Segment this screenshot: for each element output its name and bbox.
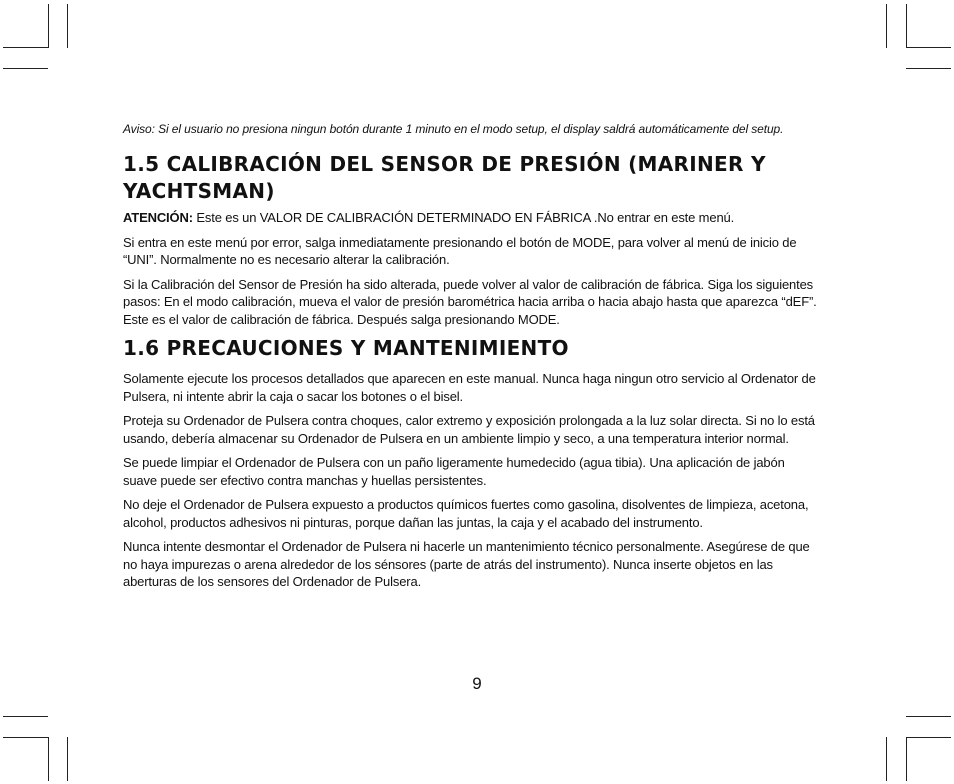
crop-mark (886, 737, 887, 781)
crop-mark (906, 737, 951, 738)
precaution-paragraph: Proteja su Ordenador de Pulsera contra choques, calor extremo y exposición prolongada a la luz solar directa. Si no lo está usando, debería almacenar su Ordenador de Pulsera en un ambiente limpio y seco, a una temperatura interior normal. (123, 413, 815, 446)
attention-text: Este es un VALOR DE CALIBRACIÓN DETERMINADO EN FÁBRICA .No entrar en este menú. (192, 210, 735, 225)
crop-mark (3, 68, 48, 69)
page-content (123, 121, 820, 598)
crop-mark (906, 716, 951, 717)
crop-mark (906, 47, 951, 48)
crop-mark (3, 716, 48, 717)
attention-label: ATENCIÓN: (123, 210, 193, 225)
setup-notice: Aviso: Si el usuario no presiona ningun botón durante 1 minuto en el modo setup, el display saldrá automáticamente del setup. (123, 122, 784, 136)
precaution-paragraph: Nunca intente desmontar el Ordenador de Pulsera ni hacerle un mantenimiento técnico personalmente. Asegúrese de que no haya impurezas o arena alrededor de los sénsores (parte de atrás del instrumento). Nunca inserte objetos en las aberturas de los sensores del Ordenador de Pulsera. (123, 539, 810, 589)
attention-paragraph (123, 209, 820, 227)
crop-mark (3, 737, 48, 738)
section-15-heading: 1.5 CALIBRACIÓN DEL SENSOR DE PRESIÓN (MARINER Y YACHTSMAN) (123, 152, 766, 203)
page-number: 9 (472, 674, 482, 693)
crop-mark (67, 737, 68, 781)
precaution-paragraph: No deje el Ordenador de Pulsera expuesto a productos químicos fuertes como gasolina, disolventes de limpieza, acetona, alcohol, productos adhesivos ni pinturas, porque dañan las juntas, la caja y el acabado del instrumento. (123, 497, 809, 530)
crop-mark (48, 737, 49, 781)
section-pressure-calibration (123, 151, 820, 328)
section-16-heading: 1.6 PRECAUCIONES Y MANTENIMIENTO (123, 336, 569, 360)
precaution-paragraph: Solamente ejecute los procesos detallados que aparecen en este manual. Nunca haga ningun otro servicio al Ordenator de Pulsera, ni intente abrir la caja o sacar los botones o el bisel. (123, 371, 816, 404)
crop-mark (906, 4, 907, 48)
crop-mark (48, 4, 49, 48)
crop-mark (886, 4, 887, 48)
crop-mark (906, 68, 951, 69)
section-precautions-maintenance (123, 335, 820, 591)
calibration-paragraph-1: Si entra en este menú por error, salga inmediatamente presionando el botón de MODE, para volver al menú de inicio de “UNI”. Normalmente no es necesario alterar la calibración. (123, 234, 797, 267)
crop-mark (67, 4, 68, 48)
precaution-paragraph: Se puede limpiar el Ordenador de Pulsera con un paño ligeramente humedecido (agua tibia). Una aplicación de jabón suave puede ser efectivo contra manchas y huellas persistentes. (123, 455, 785, 488)
calibration-paragraph-2: Si la Calibración del Sensor de Presión ha sido alterada, puede volver al valor de calibración de fábrica. Siga los siguientes pasos: En el modo calibración, mueva el valor de presión barométrica hacia arriba o hacia abajo hasta que aparezca “dEF”. Este es el valor de calibración de fábrica. Después salga presionando MODE. (123, 276, 817, 327)
crop-mark (906, 737, 907, 781)
crop-mark (3, 47, 48, 48)
